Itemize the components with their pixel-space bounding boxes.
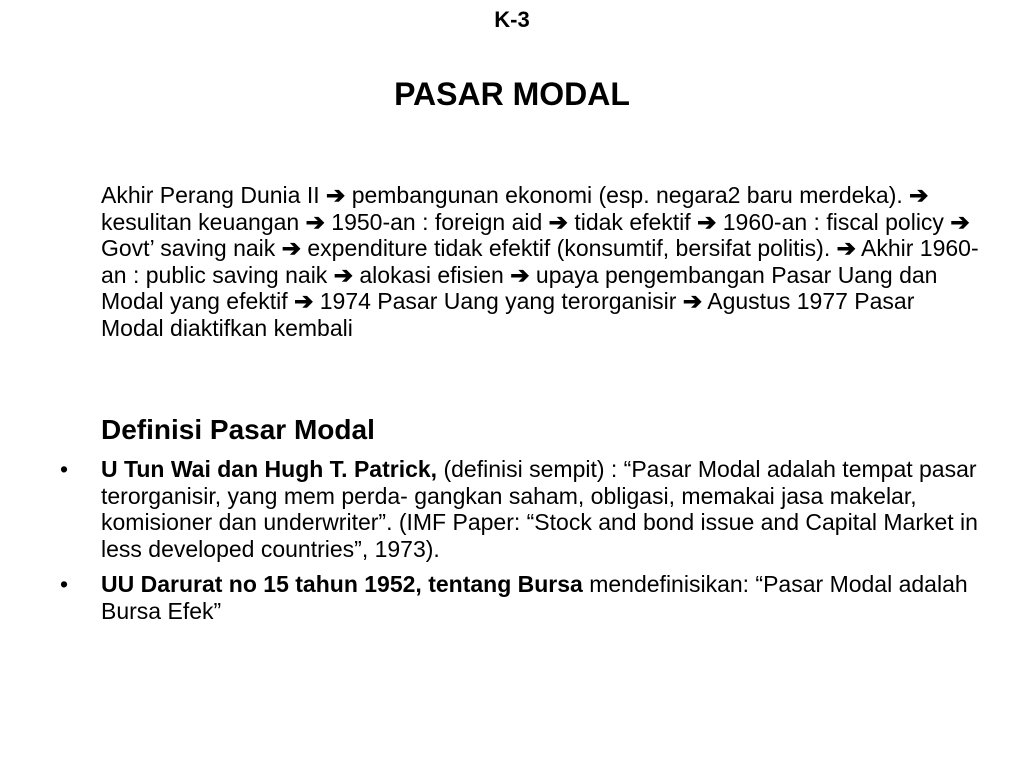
arrow-icon: ➔ [548,208,568,235]
arrow-icon: ➔ [909,182,929,208]
page-title: PASAR MODAL [394,76,630,112]
arrow-icon: ➔ [333,261,353,288]
intro-segment: Akhir 1960-an : public saving naik [101,235,979,288]
section-heading: Definisi Pasar Modal [101,414,375,445]
intro-segment: kesulitan keuangan [101,208,300,235]
arrow-icon: ➔ [510,261,530,288]
definition-text: (definisi sempit) : “Pasar Modal adalah tempat pasar terorganisir, yang mem perda- gangkan saham, obligasi, memakai jasa makelar, komisioner dan underwriter”. (IMF Paper: “Stock and bond issue and Capital Market in less developed countries”, 1973). [101,456,978,562]
intro-segment: 1974 Pasar Uang yang terorganisir [319,288,677,314]
definition-text: mendefinisikan: “Pasar Modal adalah Bursa Efek” [101,571,968,624]
intro-segment: 1950-an : foreign aid [331,208,543,235]
intro-paragraph [101,182,981,341]
intro-segment: upaya pengembangan Pasar Uang dan Modal yang efektif [101,261,938,314]
arrow-icon: ➔ [281,235,301,261]
arrow-icon: ➔ [836,235,856,261]
intro-segment: Govt’ saving naik [101,235,276,261]
slide-code: K-3 [494,7,530,32]
bullet-icon: • [60,456,69,482]
arrow-icon: ➔ [326,182,346,208]
intro-segment: alokasi efisien [359,261,504,288]
definition-source: U Tun Wai dan Hugh T. Patrick, [101,456,438,482]
intro-segment: pembangunan ekonomi (esp. negara2 baru merdeka). [351,182,903,208]
list-item [0,571,1024,624]
intro-segment: tidak efektif [574,208,691,235]
bullet-icon: • [60,571,69,597]
definition-list [0,456,1024,633]
arrow-icon: ➔ [305,208,325,235]
arrow-icon: ➔ [950,208,970,235]
intro-segment: Agustus 1977 Pasar Modal diaktifkan kembali [101,288,915,341]
intro-segment: expenditure tidak efektif (konsumtif, bersifat politis). [307,235,831,261]
arrow-icon: ➔ [682,288,703,314]
definition-source: UU Darurat no 15 tahun 1952, tentang Bursa [101,571,583,597]
list-item [0,456,1024,562]
intro-segment: Akhir Perang Dunia II [101,182,320,208]
intro-segment: 1960-an : fiscal policy [722,208,944,235]
arrow-icon: ➔ [697,208,717,235]
arrow-icon: ➔ [294,288,314,314]
